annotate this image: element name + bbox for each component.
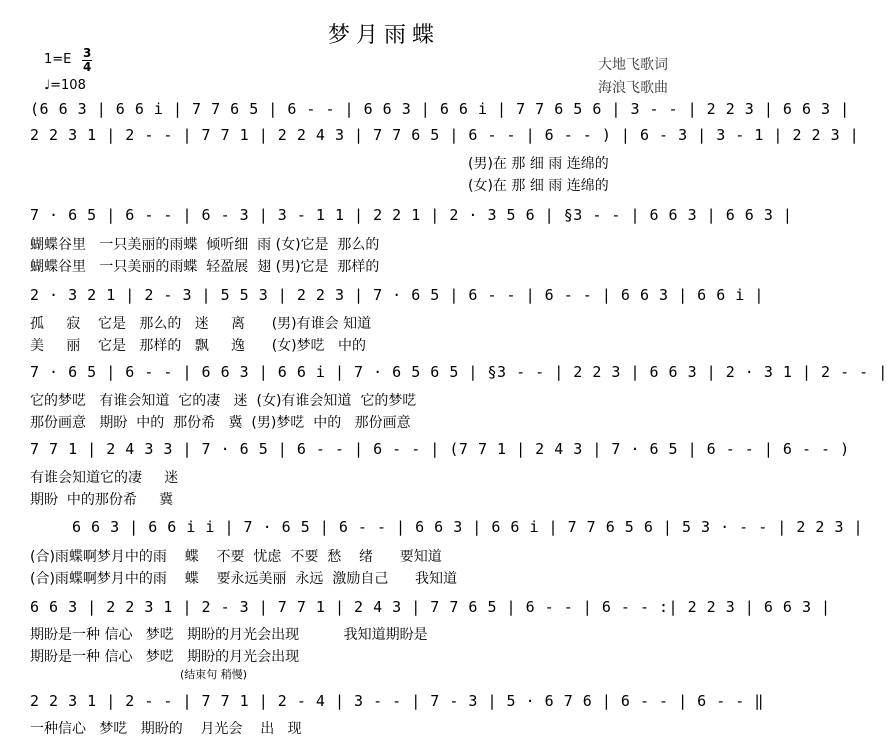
ending-annotation: (结束句 稍慢)	[180, 668, 248, 681]
time-signature-bottom: 4	[83, 60, 92, 74]
time-signature-top: 3	[83, 46, 92, 60]
lyric-line: 一种信心 梦呓 期盼的 月光会 出 现	[30, 721, 302, 737]
lyric-line: (合)雨蝶啊梦月中的雨 蝶 要永远美丽 永远 激励自己 我知道	[30, 571, 458, 587]
lyric-line-female: (女)在 那 细 雨 连绵的	[468, 178, 609, 194]
lyric-line: 它的梦呓 有谁会知道 它的凄 迷 (女)有谁会知道 它的梦呓	[30, 393, 417, 409]
tempo-marking: ♩=108	[44, 78, 86, 93]
notation-line: 7 7 1 | 2 4 3 3 | 7 · 6 5 | 6 - - | 6 - - | (7 7 1 | 2 4 3 | 7 · 6 5 | 6 - - | 6 - - )	[30, 440, 850, 458]
notation-line: 2 2 3 1 | 2 - - | 7 7 1 | 2 - 4 | 3 - - | 7 - 3 | 5 · 6 7 6 | 6 - - | 6 - - ‖	[30, 692, 764, 710]
notation-line: 6 6 3 | 2 2 3 1 | 2 - 3 | 7 7 1 | 2 4 3 | 7 7 6 5 | 6 - - | 6 - - :| 2 2 3 | 6 6 3 |	[30, 598, 831, 616]
lyric-line: 孤 寂 它是 那么的 迷 离 (男)有谁会 知道	[30, 316, 372, 332]
lyric-line: 蝴蝶谷里 一只美丽的雨蝶 倾听细 雨 (女)它是 那么的	[30, 237, 380, 253]
lyric-line: (合)雨蝶啊梦月中的雨 蝶 不要 忧虑 不要 愁 绪 要知道	[30, 549, 442, 565]
lyric-line: 蝴蝶谷里 一只美丽的雨蝶 轻盈展 翅 (男)它是 那样的	[30, 259, 380, 275]
lyric-line: 美 丽 它是 那样的 飘 逸 (女)梦呓 中的	[30, 338, 366, 354]
notation-line: 2 · 3 2 1 | 2 - 3 | 5 5 3 | 2 2 3 | 7 · 6 5 | 6 - - | 6 - - | 6 6 3 | 6 6 i |	[30, 286, 764, 304]
composer-credit: 海浪飞歌曲	[598, 80, 668, 96]
notation-line: 2 2 3 1 | 2 - - | 7 7 1 | 2 2 4 3 | 7 7 6 5 | 6 - - | 6 - - ) | 6 - 3 | 3 - 1 | 2 2 3 |	[30, 126, 860, 144]
notation-line: (6 6 3 | 6 6 i | 7 7 6 5 | 6 - - | 6 6 3 | 6 6 i | 7 7 6 5 6 | 3 - - | 2 2 3 | 6 6 3 |	[30, 100, 850, 118]
notation-line: 6 6 3 | 6 6 i i | 7 · 6 5 | 6 - - | 6 6 3 | 6 6 i | 7 7 6 5 6 | 5 3 · - - | 2 2 3 |	[72, 518, 864, 536]
notation-line: 7 · 6 5 | 6 - - | 6 6 3 | 6 6 i | 7 · 6 5 6 5 | §3 - - | 2 2 3 | 6 6 3 | 2 · 3 1 | 2 - - |	[30, 363, 888, 381]
lyric-line: 期盼是一种 信心 梦呓 期盼的月光会出现 我知道期盼是	[30, 627, 428, 643]
lyric-line: 期盼 中的那份希 冀	[30, 492, 174, 508]
lyric-line-male: (男)在 那 细 雨 连绵的	[468, 156, 609, 172]
lyric-line: 期盼是一种 信心 梦呓 期盼的月光会出现	[30, 649, 300, 665]
song-title: 梦月雨蝶	[327, 23, 440, 48]
notation-line: 7 · 6 5 | 6 - - | 6 - 3 | 3 - 1 1 | 2 2 1 | 2 · 3 5 6 | §3 - - | 6 6 3 | 6 6 3 |	[30, 206, 793, 224]
lyric-line: 有谁会知道它的凄 迷	[30, 470, 179, 486]
key-signature: 1=E	[44, 52, 72, 67]
lyricist-credit: 大地飞歌词	[598, 57, 668, 73]
lyric-line: 那份画意 期盼 中的 那份希 冀 (男)梦呓 中的 那份画意	[30, 415, 411, 431]
